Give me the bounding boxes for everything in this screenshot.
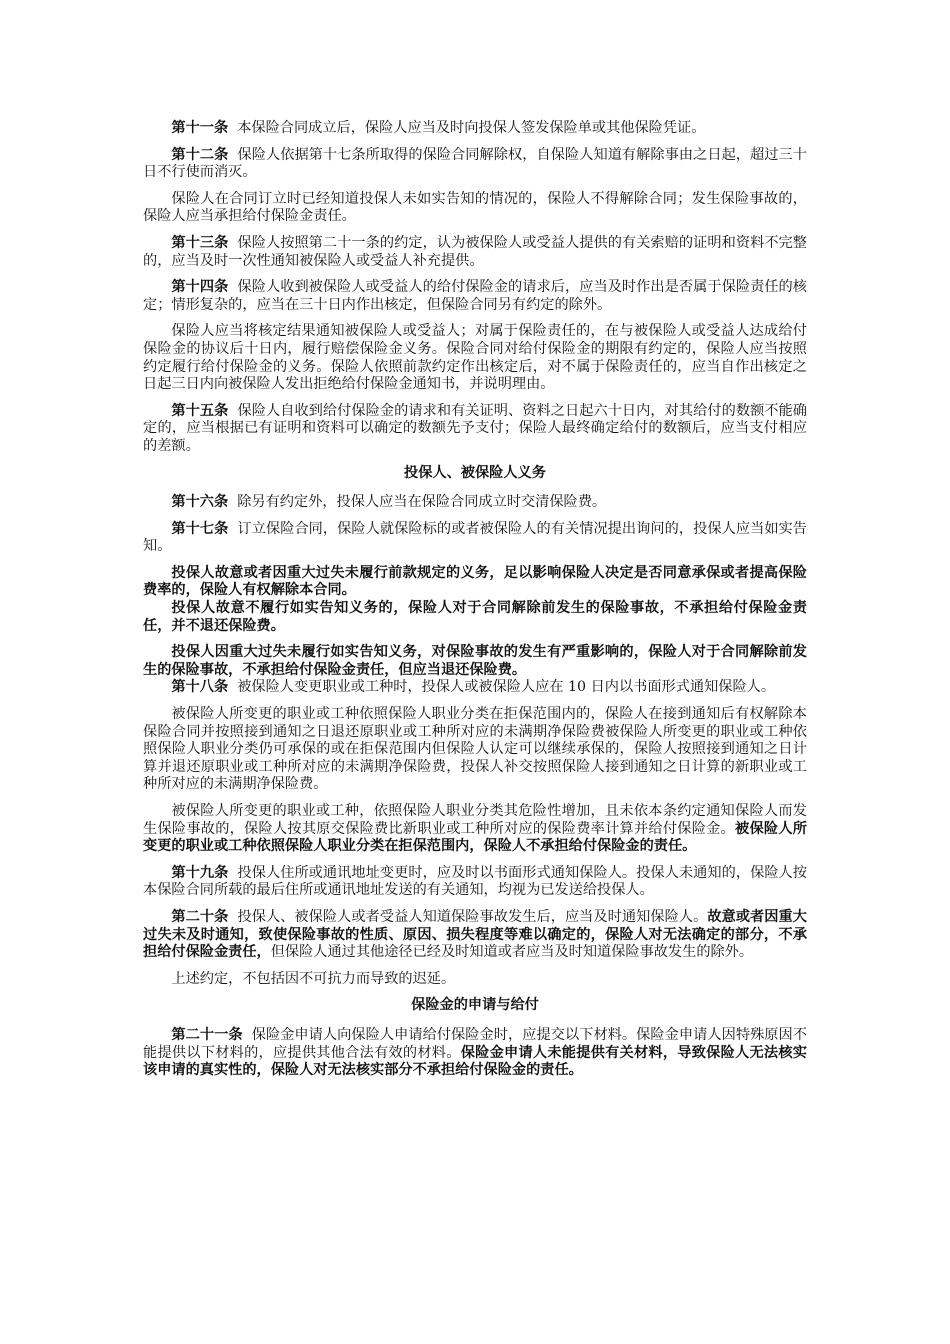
article-text: 被保险人变更职业或工种时，投保人或被保险人应在 10 日内以书面形式通知保险人。	[237, 679, 776, 696]
article-text: 保险人自收到给付保险金的请求和有关证明、资料之日起六十日内，对其给付的数额不能确定的，应当根据已有证明和资料可以确定的数额先予支付；保险人最终确定给付的数额后，应当支付相应的差额。	[143, 402, 807, 454]
article-16	[143, 494, 807, 512]
article-13	[143, 235, 807, 270]
article-14	[143, 279, 807, 314]
paragraph-bold-text: 被保险人所变更的职业或工种依照保险人职业分类在拒保范围内，保险人不承担给付保险金的责任。	[143, 820, 807, 855]
document-page	[143, 120, 807, 1089]
article-label: 第十三条	[171, 234, 229, 251]
article-label: 第十五条	[171, 402, 229, 419]
section-heading-obligations: 投保人、被保险人义务	[404, 464, 546, 481]
article-bold-text: 保险金申请人未能提供有关材料，导致保险人无法核实该申请的真实性的，保险人对无法核实部分不承担给付保险金的责任。	[143, 1044, 807, 1079]
article-12-paragraph: 保险人在合同订立时已经知道投保人未如实告知的情况的，保险人不得解除合同；发生保险事故的，保险人应当承担给付保险金责任。	[143, 190, 807, 225]
article-15	[143, 403, 807, 456]
article-17-paragraph-bold: 投保人因重大过失未履行如实告知义务，对保险事故的发生有严重影响的，保险人对于合同解除前发生的保险事故，不承担给付保险金责任，但应当退还保险费。	[143, 644, 807, 678]
section-heading-claims: 保险金的申请与给付	[411, 997, 539, 1014]
article-18-paragraph	[143, 803, 807, 856]
article-text: 保险人收到被保险人或受益人的给付保险金的请求后，应当及时作出是否属于保险责任的核定；情形复杂的，应当在三十日内作出核定，但保险合同另有约定的除外。	[143, 279, 807, 313]
article-17-paragraph-bold: 投保人故意或者因重大过失未履行前款规定的义务，足以影响保险人决定是否同意承保或者提高保险费率的，保险人有权解除本合同。	[143, 564, 807, 599]
article-label: 第十八条	[171, 679, 229, 696]
article-text: 保险人按照第二十一条的约定，认为被保险人或受益人提供的有关索赔的证明和资料不完整的，应当及时一次性通知被保险人或受益人补充提供。	[143, 234, 807, 269]
article-label: 第十九条	[171, 864, 229, 881]
article-label: 第二十一条	[171, 1026, 243, 1043]
article-18-paragraph: 被保险人所变更的职业或工种依照保险人职业分类在拒保范围内的，保险人在接到通知后有权解除本保险合同并按照接到通知之日退还原职业或工种所对应的未满期净保险费被保险人所变更的职业或工种依照保险人职业分类仍可承保的或在拒保范围内但保险人认定可以继续承保的，保险人按照接到通知之日计算并退还原职业或工种所对应的未满期净保险费，投保人补交按照保险人接到通知之日计算的新职业或工种所对应的未满期净保险费。	[143, 706, 807, 793]
article-text: 保险金申请人向保险人申请给付保险金时，应提交以下材料。保险金申请人因特殊原因不能提供以下材料的，应提供其他合法有效的材料。	[143, 1026, 807, 1061]
article-text: 订立保险合同，保险人就保险标的或者被保险人的有关情况提出询问的，投保人应当如实告知。	[143, 520, 807, 555]
article-text: 除另有约定外，投保人应当在保险合同成立时交清保险费。	[237, 494, 607, 511]
article-21	[143, 1027, 807, 1080]
article-text: 投保人住所或通讯地址变更时，应及时以书面形式通知保险人。投保人未通知的，保险人按本保险合同所载的最后住所或通讯地址发送的有关通知，均视为已发送给投保人。	[143, 864, 807, 899]
article-label: 第十六条	[171, 494, 229, 511]
article-17-paragraph-bold: 投保人故意不履行如实告知义务的，保险人对于合同解除前发生的保险事故，不承担给付保险金责任，并不退还保险费。	[143, 600, 807, 634]
article-12	[143, 147, 807, 182]
article-20	[143, 909, 807, 962]
article-bold-text: 故意或者因重大过失未及时通知，致使保险事故的性质、原因、损失程度等难以确定的，保险人对无法确定的部分，不承担给付保险金责任，	[143, 908, 807, 961]
article-text: 本保险合同成立后，保险人应当及时向投保人签发保险单或其他保险凭证。	[237, 120, 706, 136]
article-14-paragraph: 保险人应当将核定结果通知被保险人或受益人；对属于保险责任的，在与被保险人或受益人达成给付保险金的协议后十日内，履行赔偿保险金义务。保险合同对给付保险金的期限有约定的，保险人应当按照约定履行给付保险金的义务。保险人依照前款约定作出核定后，对不属于保险责任的，应当自作出核定之日起三日内向被保险人发出拒绝给付保险金通知书，并说明理由。	[143, 323, 807, 393]
article-label: 第十七条	[171, 520, 229, 537]
article-label: 第二十条	[171, 908, 229, 925]
article-text: 保险人依据第十七条所取得的保险合同解除权，自保险人知道有解除事由之日起，超过三十日不行使而消灭。	[143, 146, 807, 181]
article-17	[143, 521, 807, 556]
article-19	[143, 865, 807, 900]
article-text: 投保人、被保险人或者受益人知道保险事故发生后，应当及时通知保险人。	[237, 908, 708, 925]
article-18	[143, 679, 807, 697]
article-label: 第十一条	[171, 120, 229, 136]
paragraph-text: 被保险人所变更的职业或工种，依照保险人职业分类其危险性增加，且未依本条约定通知保险人而发生保险事故的，保险人按其原交保险费比新职业或工种所对应的保险费率计算并给付保险金。	[143, 803, 807, 837]
article-20-paragraph: 上述约定，不包括因不可抗力而导致的迟延。	[171, 970, 456, 987]
article-label: 第十四条	[171, 279, 229, 296]
article-label: 第十二条	[171, 146, 229, 163]
article-text-tail: 但保险人通过其他途径已经及时知道或者应当及时知道保险事故发生的除外。	[270, 944, 754, 961]
article-11	[143, 120, 807, 138]
